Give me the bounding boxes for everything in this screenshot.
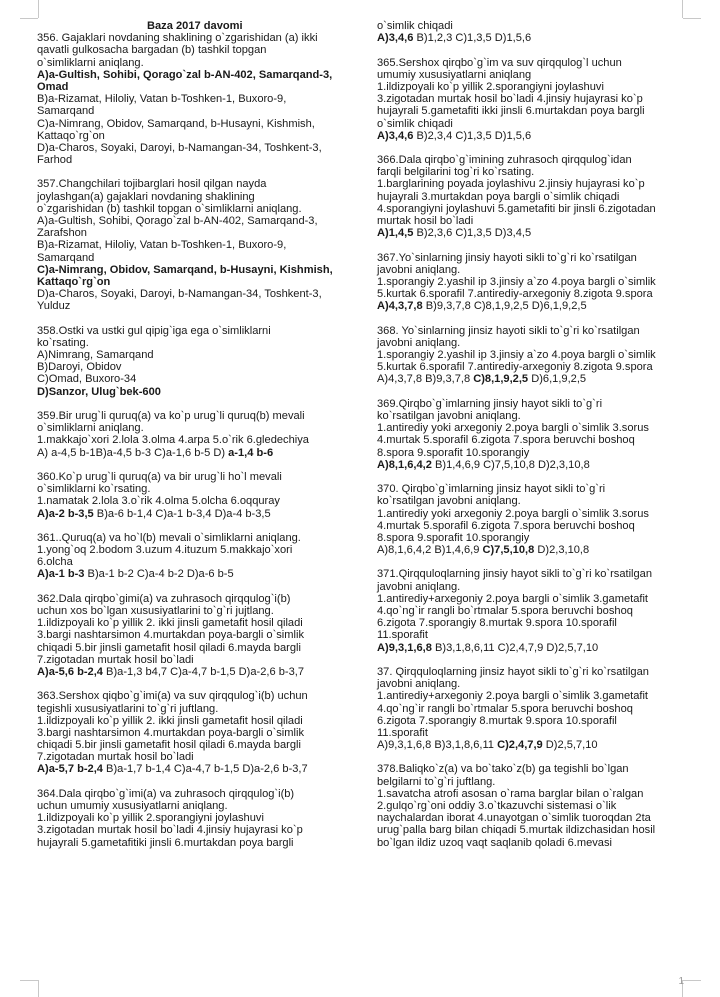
text-segment: 356. Gajaklari novdaning shaklining o`zgarishidan (a) ikki bbox=[37, 32, 318, 45]
text-segment: 1.ildizpoyali ko`p yillik 2.sporangiyni joylashuvi bbox=[377, 80, 604, 93]
text-line bbox=[377, 300, 697, 312]
text-segment: 11.sporafit bbox=[377, 726, 428, 739]
text-line bbox=[377, 776, 697, 788]
text-segment: 1.yong`oq 2.bodom 3.uzum 4.ituzum 5.makkajo`xori bbox=[37, 544, 293, 557]
text-segment: A)9,3,1,6,8 B)3,1,8,6,11 bbox=[377, 739, 498, 752]
text-line bbox=[377, 191, 697, 203]
answer-highlight: A)a-Gultish, Sohibi, Qorago`zal b-AN-402, Samarqand-3, bbox=[37, 68, 333, 81]
text-segment: D)2,3,10,8 bbox=[534, 544, 590, 557]
text-segment: 4.murtak 5.sporafil 6.zigota 7.spora beruvchi boshoq bbox=[377, 434, 635, 447]
text-line bbox=[37, 483, 357, 495]
answer-highlight: A)9,3,1,6,8 bbox=[377, 641, 432, 654]
text-line bbox=[377, 703, 697, 715]
text-segment: C)a-Nimrang, Obidov, Samarqand, b-Husayni, Kishmish, bbox=[37, 117, 315, 130]
text-segment: B)2,3,4 C)1,3,5 D)1,5,6 bbox=[413, 129, 532, 142]
text-segment: B)a-1,7 b-1,4 C)a-4,7 b-1,5 D)a-2,6 b-3,7 bbox=[102, 763, 308, 776]
text-segment: murtak hosil bo`ladi bbox=[377, 215, 474, 227]
text-line bbox=[377, 288, 697, 300]
text-segment: o`simlik chiqadi bbox=[377, 20, 453, 32]
text-line bbox=[37, 654, 357, 666]
blank-line bbox=[377, 654, 697, 666]
document-title bbox=[37, 20, 357, 32]
text-segment: belgilarni to`g`ri juftlang. bbox=[377, 775, 496, 788]
text-line bbox=[377, 593, 697, 605]
answer-highlight: A)8,1,6,4,2 bbox=[377, 458, 432, 471]
text-line bbox=[377, 800, 697, 812]
text-segment: 2.gulqo`rg`oni oddiy 3.o`tkazuvchi sistemasi o`lik bbox=[377, 800, 617, 812]
text-segment: D)6,1,9,2,5 bbox=[528, 373, 587, 386]
crop-mark-bottom-left bbox=[20, 980, 38, 981]
text-line bbox=[377, 276, 697, 288]
text-segment: Zarafshon bbox=[37, 227, 87, 240]
text-line bbox=[377, 154, 697, 166]
text-line bbox=[377, 763, 697, 775]
text-segment: 8.spora 9.sporafit 10.sporangiy bbox=[377, 446, 530, 459]
answer-highlight: A)a-5,7 b-2,4 bbox=[37, 763, 103, 776]
text-segment: farqli belgilarini tog`ri ko`rsating. bbox=[377, 166, 535, 179]
crop-mark-bottom-right bbox=[683, 980, 701, 981]
text-line bbox=[377, 166, 697, 178]
text-line bbox=[37, 300, 357, 312]
text-segment: 370. Qirqbo`g`imlarning jinsiz hayot sikli to`g`ri bbox=[377, 483, 606, 496]
text-segment: 3.zigotadan murtak hosil bo`ladi 4.jinsiy hujayrasi ko`p bbox=[37, 824, 303, 837]
text-segment: javobni aniqlang. bbox=[377, 580, 461, 593]
blank-line bbox=[37, 520, 357, 532]
text-line bbox=[37, 788, 357, 800]
text-line bbox=[37, 361, 357, 373]
answer-highlight: A)a-2 b-3,5 bbox=[37, 507, 94, 520]
text-segment: 364.Dala qirqbo`g`imi(a) va zuhrasoch qirqqulog`i(b) bbox=[37, 787, 295, 800]
text-line bbox=[37, 154, 357, 166]
answer-highlight: A)a-1 b-3 bbox=[37, 568, 85, 581]
text-line bbox=[377, 788, 697, 800]
answer-highlight: Omad bbox=[37, 80, 69, 93]
text-line bbox=[377, 739, 697, 751]
text-segment: 1.sporangiy 2.yashil ip 3.jinsiy a`zo 4.poya bargli o`simlik bbox=[377, 275, 656, 288]
text-segment: Baza 2017 davomi bbox=[147, 20, 243, 32]
text-segment: 5.kurtak 6.sporafil 7.antirediy-arxegoniy 8.zigota 9.spora bbox=[377, 288, 653, 301]
blank-line bbox=[37, 313, 357, 325]
text-line bbox=[37, 386, 357, 398]
text-segment: D)2,5,7,10 bbox=[542, 739, 598, 752]
text-segment: 363.Sershox qiqbo`g`imi(a) va suv qirqqulog`i(b) uchun bbox=[37, 690, 308, 703]
text-segment: 1.ildizpoyali ko`p yillik 2. ikki jinsli gametafit hosil qiladi bbox=[37, 714, 303, 727]
text-line bbox=[377, 252, 697, 264]
text-segment: 367.Yo`sinlarning jinsiy hayoti sikli to`g`ri ko`rsatilgan bbox=[377, 251, 637, 264]
blank-line bbox=[377, 239, 697, 251]
text-segment: 1.ildizpoyali ko`p yillik 2. ikki jinsli gametafit hosil qiladi bbox=[37, 617, 303, 630]
text-segment: 359.Bir urug`li quruq(a) va ko`p urug`li quruq(b) mevali bbox=[37, 410, 305, 422]
text-line bbox=[37, 568, 357, 580]
text-line bbox=[377, 20, 697, 32]
text-line bbox=[377, 690, 697, 702]
text-segment: 378.Baliqko`z(a) va bo`tako`z(b) ga tegishli bo`lgan bbox=[377, 763, 629, 776]
text-segment: chiqadi 5.bir jinsli gametafit hosil qiladi 6.mayda bargli bbox=[37, 641, 301, 654]
text-line bbox=[377, 629, 697, 641]
text-line bbox=[37, 763, 357, 775]
text-segment: A)Nimrang, Samarqand bbox=[37, 349, 154, 362]
text-line bbox=[377, 81, 697, 93]
crop-mark-top-left bbox=[20, 18, 38, 19]
text-line bbox=[377, 837, 697, 849]
text-line bbox=[377, 69, 697, 81]
text-line bbox=[37, 252, 357, 264]
text-line bbox=[377, 227, 697, 239]
text-line bbox=[377, 495, 697, 507]
text-segment: 1.sporangiy 2.yashil ip 3.jinsiy a`zo 4.poya bargli o`simlik bbox=[377, 349, 656, 362]
text-line bbox=[377, 824, 697, 836]
text-line bbox=[37, 593, 357, 605]
text-line bbox=[377, 105, 697, 117]
text-segment: o`simlik chiqadi bbox=[377, 117, 453, 130]
crop-mark-bottom-left bbox=[38, 980, 39, 997]
text-line bbox=[37, 642, 357, 654]
text-segment: B)a-Rizamat, Hiloliy, Vatan b-Toshken-1, Buxoro-9, bbox=[37, 93, 287, 106]
text-segment: javobni aniqlang. bbox=[377, 336, 461, 349]
text-segment: B)a-1 b-2 C)a-4 b-2 D)a-6 b-5 bbox=[84, 568, 234, 581]
text-segment: uchun umumiy xususiyatlarni aniqlang. bbox=[37, 800, 228, 812]
text-segment: umumiy xususiyatlarni aniqlang bbox=[377, 68, 532, 81]
blank-line bbox=[37, 776, 357, 788]
text-segment: 360.Ko`p urug`li quruq(a) va bir urug`li ho`l mevali bbox=[37, 470, 282, 483]
text-segment: 369.Qirqbo`g`imlarning jinsiy hayot sikli to`g`ri bbox=[377, 397, 603, 410]
text-line bbox=[37, 447, 357, 459]
text-segment: hujayrali 5.gametafitiki jinsli 6.murtakdan poya bargli bbox=[37, 836, 294, 849]
text-line bbox=[377, 361, 697, 373]
text-segment: 6.zigota 7.sporangiy 8.murtak 9.spora 10.sporafil bbox=[377, 714, 617, 727]
answer-highlight: A)4,3,7,8 bbox=[377, 300, 423, 313]
text-line bbox=[37, 142, 357, 154]
text-segment: Kattaqo`rg`on bbox=[37, 129, 105, 142]
blank-line bbox=[37, 459, 357, 471]
text-segment: ko`rsatilgan javobni aniqlang. bbox=[377, 410, 521, 422]
text-line bbox=[377, 398, 697, 410]
blank-line bbox=[377, 471, 697, 483]
text-segment: naychalardan iborat 4.unayotgan o`simlik tuoroqdan 2ta bbox=[377, 812, 651, 825]
text-line bbox=[37, 44, 357, 56]
text-line bbox=[37, 118, 357, 130]
text-line bbox=[377, 264, 697, 276]
text-segment: 365.Sershox qirqbo`g`im va suv qirqqulog`l uchun bbox=[377, 56, 622, 69]
text-segment: B)a-Rizamat, Hiloliy, Vatan b-Toshken-1, Buxoro-9, bbox=[37, 239, 287, 252]
text-line bbox=[377, 617, 697, 629]
text-segment: 4.qo`ng`ir rangli bo`rtmalar 5.spora beruvchi boshoq bbox=[377, 605, 633, 617]
text-segment: o`simliklarni aniqlang. bbox=[37, 422, 144, 435]
crop-mark-top-left bbox=[38, 0, 39, 18]
text-segment: 4.qo`ng`ir rangli bo`rtmalar 5.spora beruvchi boshoq bbox=[377, 702, 633, 715]
blank-line bbox=[37, 398, 357, 410]
text-segment: 1.antirediy+arxegoniy 2.poya bargli o`simlik 3.gametafit bbox=[377, 690, 649, 703]
text-segment: 3.bargi nashtarsimon 4.murtakdan poya-bargli o`simlik bbox=[37, 726, 304, 739]
text-line bbox=[377, 93, 697, 105]
text-line bbox=[37, 130, 357, 142]
blank-line bbox=[37, 166, 357, 178]
blank-line bbox=[377, 386, 697, 398]
text-line bbox=[377, 434, 697, 446]
text-line bbox=[377, 727, 697, 739]
text-line bbox=[37, 824, 357, 836]
text-line bbox=[377, 666, 697, 678]
text-segment: 11.sporafit bbox=[377, 629, 428, 642]
text-segment: ko`rsating. bbox=[37, 336, 89, 349]
text-line bbox=[37, 751, 357, 763]
text-line bbox=[377, 459, 697, 471]
text-segment: Samarqand bbox=[37, 105, 95, 118]
text-segment: A)a-Gultish, Sohibi, Qorago`zal b-AN-402, Samarqand-3, bbox=[37, 215, 318, 227]
text-line bbox=[37, 629, 357, 641]
blank-line bbox=[377, 313, 697, 325]
text-line bbox=[37, 264, 357, 276]
text-line bbox=[377, 715, 697, 727]
text-segment: C)Omad, Buxoro-34 bbox=[37, 373, 137, 386]
text-line bbox=[377, 483, 697, 495]
text-line bbox=[377, 215, 697, 227]
text-line bbox=[37, 508, 357, 520]
text-segment: ko`rsatilgan javobni aniqlang. bbox=[377, 495, 521, 508]
text-line bbox=[37, 495, 357, 507]
text-segment: 1.barglarining poyada joylashivu 2.jinsiy hujayrasi ko`p bbox=[377, 178, 645, 191]
text-segment: 1.ildizpoyali ko`p yillik 2.sporangiyni joylashuvi bbox=[37, 812, 264, 825]
blank-line bbox=[37, 678, 357, 690]
blank-line bbox=[377, 142, 697, 154]
text-line bbox=[37, 812, 357, 824]
text-line bbox=[377, 520, 697, 532]
text-segment: Farhod bbox=[37, 154, 73, 167]
text-line bbox=[377, 57, 697, 69]
text-line bbox=[37, 739, 357, 751]
text-line bbox=[37, 434, 357, 446]
text-line bbox=[37, 556, 357, 568]
text-segment: 1.antirediy yoki arxegoniy 2.poya bargli o`simlik 3.sorus bbox=[377, 422, 649, 435]
text-segment: 5.kurtak 6.sporafil 7.antirediy-arxegoniy 8.zigota 9.spora bbox=[377, 361, 653, 374]
text-segment: B)1,4,6,9 C)7,5,10,8 D)2,3,10,8 bbox=[431, 458, 590, 471]
text-line bbox=[377, 422, 697, 434]
text-segment: Samarqand bbox=[37, 251, 95, 264]
answer-highlight: A)a-5,6 b-2,4 bbox=[37, 665, 103, 678]
text-line bbox=[37, 471, 357, 483]
left-column bbox=[37, 20, 357, 849]
text-segment: 358.Ostki va ustki gul qipig`iga ega o`simliklarni bbox=[37, 324, 271, 337]
text-line bbox=[37, 422, 357, 434]
text-line bbox=[37, 288, 357, 300]
text-line bbox=[377, 447, 697, 459]
blank-line bbox=[377, 556, 697, 568]
text-segment: 1.antirediy+arxegoniy 2.poya bargli o`simlik 3.gametafit bbox=[377, 592, 649, 605]
text-line bbox=[377, 203, 697, 215]
text-line bbox=[377, 349, 697, 361]
text-line bbox=[377, 325, 697, 337]
text-segment: hujayrali 3.murtakdan poya bargli o`simlik chiqadi bbox=[377, 190, 620, 203]
text-line bbox=[377, 605, 697, 617]
text-segment: 3.bargi nashtarsimon 4.murtakdan poya-bargli o`simlik bbox=[37, 629, 304, 642]
text-line bbox=[37, 57, 357, 69]
answer-highlight: a-1,4 b-6 bbox=[228, 446, 274, 459]
text-line bbox=[37, 81, 357, 93]
text-segment: 4.sporangiyni joylashuvi 5.gametafiti bir jinsli 6.zigotadan bbox=[377, 202, 656, 215]
text-segment: B)1,2,3 C)1,3,5 D)1,5,6 bbox=[413, 32, 532, 45]
text-segment: A)8,1,6,4,2 B)1,4,6,9 bbox=[377, 544, 483, 557]
text-segment: A)4,3,7,8 B)9,3,7,8 bbox=[377, 373, 474, 386]
text-segment: tegishli xususiyatlarini to`g`ri juftlang. bbox=[37, 702, 219, 715]
text-line bbox=[377, 508, 697, 520]
text-segment: 1.makkajo`xori 2.lola 3.olma 4.arpa 5.o`rik 6.gledechiya bbox=[37, 434, 309, 447]
text-line bbox=[377, 118, 697, 130]
text-line bbox=[37, 191, 357, 203]
text-segment: B)9,3,7,8 C)8,1,9,2,5 D)6,1,9,2,5 bbox=[422, 300, 587, 313]
text-line bbox=[37, 373, 357, 385]
text-segment: o`zgarishidan (b) tashkil topgan o`simliklarni aniqlang. bbox=[37, 202, 302, 215]
text-segment: qavatli gulkosacha bargadan (b) tashkil topgan bbox=[37, 44, 267, 57]
text-segment: B)a-6 b-1,4 C)a-1 b-3,4 D)a-4 b-3,5 bbox=[93, 507, 271, 520]
answer-highlight: C)2,4,7,9 bbox=[497, 739, 543, 752]
text-line bbox=[37, 203, 357, 215]
text-line bbox=[37, 337, 357, 349]
text-line bbox=[377, 178, 697, 190]
text-line bbox=[377, 678, 697, 690]
text-line bbox=[37, 227, 357, 239]
text-line bbox=[37, 215, 357, 227]
answer-highlight: C)8,1,9,2,5 bbox=[473, 373, 529, 386]
text-line bbox=[37, 69, 357, 81]
text-line bbox=[37, 837, 357, 849]
answer-highlight: A)3,4,6 bbox=[377, 129, 414, 142]
text-line bbox=[37, 239, 357, 251]
text-line bbox=[37, 93, 357, 105]
text-segment: hujayrali 5.gametafiti ikki jinsli 6.murtakdan poya bargli bbox=[377, 105, 645, 118]
answer-highlight: C)a-Nimrang, Obidov, Samarqand, b-Husayni, Kishmish, bbox=[37, 263, 333, 276]
text-line bbox=[37, 617, 357, 629]
text-line bbox=[37, 544, 357, 556]
right-column bbox=[377, 20, 697, 849]
text-segment: javobni aniqlang. bbox=[377, 263, 461, 276]
text-line bbox=[37, 178, 357, 190]
crop-mark-top-right bbox=[682, 0, 683, 18]
text-segment: 357.Changchilari tojibarglari hosil qilgan nayda bbox=[37, 178, 267, 191]
answer-highlight: Kattaqo`rg`on bbox=[37, 275, 111, 288]
text-segment: B)3,1,8,6,11 C)2,4,7,9 D)2,5,7,10 bbox=[431, 641, 599, 654]
text-segment: B)Daroyi, Obidov bbox=[37, 361, 122, 374]
text-segment: 361..Quruq(a) va ho`l(b) mevali o`simliklarni aniqlang. bbox=[37, 531, 301, 544]
text-segment: urug`palla barg bilan chiqadi 5.murtak ildizchasidan hosil bbox=[377, 824, 656, 837]
page-number: 1 bbox=[678, 976, 684, 987]
text-line bbox=[377, 32, 697, 44]
text-line bbox=[377, 812, 697, 824]
text-segment: uchun xos bo`lgan xususiyatlarini to`g`ri jujtlang. bbox=[37, 605, 274, 617]
text-segment: 6.zigota 7.sporangiy 8.murtak 9.spora 10.sporafil bbox=[377, 617, 617, 630]
answer-highlight: C)7,5,10,8 bbox=[482, 544, 535, 557]
text-line bbox=[377, 130, 697, 142]
text-line bbox=[377, 642, 697, 654]
text-line bbox=[37, 32, 357, 44]
text-line bbox=[37, 276, 357, 288]
text-segment: chiqadi 5.bir jinsli gametafit hosil qiladi 6.mayda bargli bbox=[37, 739, 301, 752]
text-line bbox=[377, 544, 697, 556]
text-line bbox=[37, 800, 357, 812]
text-line bbox=[37, 349, 357, 361]
answer-highlight: A)1,4,5 bbox=[377, 227, 414, 240]
text-segment: 7.zigotadan murtak hosil bo`ladi bbox=[37, 653, 194, 666]
text-segment: 1.savatcha atrofi asosan o`rama barglar bilan o`ralgan bbox=[377, 787, 644, 800]
text-line bbox=[37, 666, 357, 678]
answer-highlight: A)3,4,6 bbox=[377, 32, 414, 45]
text-segment: Yulduz bbox=[37, 300, 71, 313]
text-segment: 366.Dala qirqbo`g`imining zuhrasoch qirqqulog`idan bbox=[377, 154, 632, 167]
text-segment: 371.Qirqquloqlarning jinsiy hayot sikli to`g`ri ko`rsatilgan bbox=[377, 568, 653, 581]
text-line bbox=[37, 605, 357, 617]
blank-line bbox=[377, 751, 697, 763]
text-line bbox=[37, 105, 357, 117]
text-segment: 1.namatak 2.lola 3.o`rik 4.olma 5.olcha 6.oqquray bbox=[37, 495, 280, 508]
text-line bbox=[377, 581, 697, 593]
text-line bbox=[37, 325, 357, 337]
text-line bbox=[37, 727, 357, 739]
text-line bbox=[377, 568, 697, 580]
text-segment: A) a-4,5 b-1B)a-4,5 b-3 C)a-1,6 b-5 D) bbox=[37, 446, 229, 459]
crop-mark-top-right bbox=[683, 18, 701, 19]
text-segment: 4.murtak 5.sporafil 6.zigota 7.spora beruvchi boshoq bbox=[377, 519, 635, 532]
text-segment: 37. Qirqquloqlarning jinsiz hayot sikli to`g`ri ko`rsatilgan bbox=[377, 665, 649, 678]
text-line bbox=[377, 410, 697, 422]
text-line bbox=[377, 337, 697, 349]
text-segment: 1.antirediy yoki arxegoniy 2.poya bargli o`simlik 3.sorus bbox=[377, 507, 649, 520]
text-segment: 7.zigotadan murtak hosil bo`ladi bbox=[37, 751, 194, 764]
text-line bbox=[37, 532, 357, 544]
text-segment: 6.olcha bbox=[37, 556, 73, 569]
text-line bbox=[377, 373, 697, 385]
text-segment: 362.Dala qirqbo`gimi(a) va zuhrasoch qirqqulog`i(b) bbox=[37, 592, 291, 605]
text-segment: B)2,3,6 C)1,3,5 D)3,4,5 bbox=[413, 227, 532, 240]
text-line bbox=[37, 715, 357, 727]
text-line bbox=[37, 703, 357, 715]
text-segment: o`simliklarni ko`rsating. bbox=[37, 483, 151, 496]
text-segment: 3.zigotadan murtak hosil bo`ladi 4.jinsiy hujayrasi ko`p bbox=[377, 93, 643, 106]
text-segment: D)a-Charos, Soyaki, Daroyi, b-Namangan-34, Toshkent-3, bbox=[37, 288, 322, 301]
text-segment: D)a-Charos, Soyaki, Daroyi, b-Namangan-34, Toshkent-3, bbox=[37, 141, 322, 154]
answer-highlight: D)Sanzor, Ulug`bek-600 bbox=[37, 385, 161, 398]
text-line bbox=[377, 532, 697, 544]
text-segment: 368. Yo`sinlarning jinsiz hayoti sikli to`g`ri ko`rsatilgan bbox=[377, 324, 640, 337]
blank-line bbox=[377, 44, 697, 56]
text-line bbox=[37, 410, 357, 422]
text-segment: o`simliklarni aniqlang. bbox=[37, 56, 144, 69]
blank-line bbox=[37, 581, 357, 593]
text-segment: 8.spora 9.sporafit 10.sporangiy bbox=[377, 531, 530, 544]
text-segment: bo`lgan ildiz uzoq vaqt saqlanib qoladi 6.mevasi bbox=[377, 836, 612, 849]
text-line bbox=[37, 690, 357, 702]
text-segment: joylashgan(a) gajaklari novdaning shaklining bbox=[37, 190, 255, 203]
text-segment: javobni aniqlang. bbox=[377, 678, 461, 691]
text-segment: B)a-1,3 b4,7 C)a-4,7 b-1,5 D)a-2,6 b-3,7 bbox=[102, 665, 304, 678]
